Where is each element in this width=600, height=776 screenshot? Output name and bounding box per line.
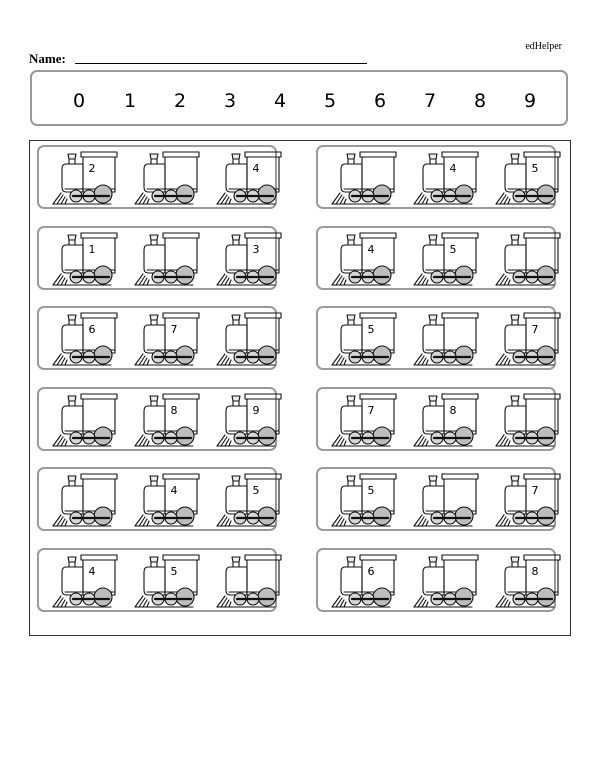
train-number: 4	[88, 564, 96, 578]
train-card	[37, 306, 277, 370]
train-engine-icon	[127, 230, 203, 288]
train-number: 4	[252, 162, 260, 175]
train-engine-icon	[209, 471, 285, 529]
train-engine-icon	[45, 230, 121, 288]
train-number: 5	[367, 323, 375, 336]
train-engine-icon	[488, 391, 564, 449]
train-card	[37, 548, 277, 612]
train-engine-icon	[127, 149, 203, 207]
train-number: 8	[170, 403, 178, 417]
train-number: 4	[449, 162, 457, 175]
train-engine-icon	[324, 471, 400, 529]
train-engine-icon	[209, 230, 285, 288]
train-engine-icon	[45, 391, 121, 449]
train-card	[316, 387, 556, 451]
number-line-digit: 2	[173, 90, 187, 112]
train-engine-icon	[488, 149, 564, 207]
train-engine-icon	[406, 471, 482, 529]
train-number: 9	[252, 403, 260, 417]
train-card	[37, 145, 277, 209]
train-card	[316, 226, 556, 290]
train-number: 2	[88, 162, 96, 175]
train-number: 7	[531, 484, 539, 497]
train-number: 5	[252, 484, 260, 497]
number-line-digit: 6	[373, 90, 387, 112]
train-card	[316, 306, 556, 370]
train-engine-icon	[45, 471, 121, 529]
number-line-digit: 7	[423, 90, 437, 112]
train-card	[316, 467, 556, 531]
train-engine-icon	[488, 471, 564, 529]
train-engine-icon	[406, 230, 482, 288]
train-engine-icon	[324, 391, 400, 449]
number-line-digit: 1	[123, 90, 137, 112]
train-engine-icon	[406, 310, 482, 368]
train-number: 4	[367, 242, 375, 256]
train-engine-icon	[127, 391, 203, 449]
train-engine-icon	[127, 310, 203, 368]
train-number: 5	[367, 484, 375, 497]
train-number: 4	[170, 484, 178, 497]
train-card	[37, 226, 277, 290]
number-line-digit: 0	[72, 90, 86, 112]
train-engine-icon	[324, 310, 400, 368]
train-number: 7	[367, 403, 375, 417]
number-line-digit: 3	[223, 90, 237, 112]
train-engine-icon	[406, 552, 482, 610]
train-engine-icon	[406, 149, 482, 207]
number-line	[30, 70, 568, 126]
train-number: 3	[252, 242, 260, 256]
number-line-digit: 9	[523, 90, 537, 112]
train-engine-icon	[324, 552, 400, 610]
train-engine-icon	[488, 552, 564, 610]
train-engine-icon	[324, 230, 400, 288]
train-number: 6	[367, 564, 375, 578]
train-card	[316, 145, 556, 209]
number-line-digit: 5	[323, 90, 337, 112]
train-engine-icon	[45, 552, 121, 610]
train-engine-icon	[324, 149, 400, 207]
train-engine-icon	[45, 149, 121, 207]
train-engine-icon	[209, 391, 285, 449]
train-card	[316, 548, 556, 612]
train-engine-icon	[488, 230, 564, 288]
train-engine-icon	[127, 471, 203, 529]
name-label: Name:	[29, 51, 66, 66]
train-number: 6	[88, 323, 96, 336]
train-number: 1	[88, 242, 96, 256]
train-engine-icon	[45, 310, 121, 368]
train-number: 8	[531, 564, 539, 578]
brand-label: edHelper	[525, 41, 562, 52]
number-line-digit: 8	[473, 90, 487, 112]
train-number: 7	[170, 323, 178, 336]
train-engine-icon	[209, 310, 285, 368]
train-engine-icon	[406, 391, 482, 449]
train-engine-icon	[209, 149, 285, 207]
train-engine-icon	[209, 552, 285, 610]
train-card	[37, 467, 277, 531]
train-engine-icon	[127, 552, 203, 610]
train-number: 5	[531, 162, 539, 175]
train-number: 8	[449, 403, 457, 417]
train-number: 7	[531, 323, 539, 336]
name-line	[75, 63, 367, 64]
train-number: 5	[170, 564, 178, 578]
train-card	[37, 387, 277, 451]
train-number: 5	[449, 242, 457, 256]
number-line-digit: 4	[273, 90, 287, 112]
train-engine-icon	[488, 310, 564, 368]
